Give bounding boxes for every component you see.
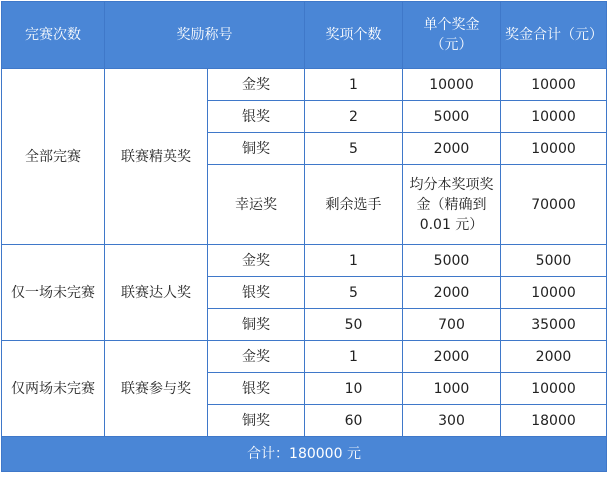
unit-prize-cell: 10000 <box>403 69 501 101</box>
unit-prize-cell: 300 <box>403 405 501 437</box>
total-prize-cell: 18000 <box>501 405 607 437</box>
award-name-cell: 联赛参与奖 <box>105 341 208 437</box>
award-name-cell: 联赛达人奖 <box>105 245 208 341</box>
count-cell: 5 <box>305 133 403 165</box>
completion-cell: 仅两场未完赛 <box>2 341 105 437</box>
unit-prize-cell: 2000 <box>403 277 501 309</box>
count-cell: 60 <box>305 405 403 437</box>
level-cell: 银奖 <box>208 277 305 309</box>
unit-prize-cell: 5000 <box>403 245 501 277</box>
prize-table <box>1 1 607 472</box>
table-row <box>2 245 607 277</box>
level-cell: 幸运奖 <box>208 165 305 245</box>
count-cell: 1 <box>305 69 403 101</box>
level-cell: 铜奖 <box>208 133 305 165</box>
count-cell: 1 <box>305 245 403 277</box>
completion-cell: 仅一场未完赛 <box>2 245 105 341</box>
award-name-cell: 联赛精英奖 <box>105 69 208 245</box>
completion-cell: 全部完赛 <box>2 69 105 245</box>
header-award-name: 奖励称号 <box>105 2 305 69</box>
count-cell: 1 <box>305 341 403 373</box>
footer-row <box>2 437 607 472</box>
level-cell: 铜奖 <box>208 309 305 341</box>
header-total-prize: 奖金合计（元） <box>501 2 607 69</box>
header-count: 奖项个数 <box>305 2 403 69</box>
level-cell: 金奖 <box>208 341 305 373</box>
total-prize-cell: 10000 <box>501 277 607 309</box>
level-cell: 金奖 <box>208 245 305 277</box>
total-prize-cell: 70000 <box>501 165 607 245</box>
level-cell: 金奖 <box>208 69 305 101</box>
unit-prize-cell: 700 <box>403 309 501 341</box>
unit-prize-cell: 2000 <box>403 341 501 373</box>
header-unit-prize: 单个奖金（元） <box>403 2 501 69</box>
total-prize-cell: 10000 <box>501 373 607 405</box>
grand-total: 合计：180000 元 <box>2 437 607 472</box>
header-row <box>2 2 607 69</box>
table-row <box>2 341 607 373</box>
unit-prize-cell: 均分本奖项奖金（精确到 0.01 元） <box>403 165 501 245</box>
count-cell: 5 <box>305 277 403 309</box>
count-cell: 2 <box>305 101 403 133</box>
header-completion: 完赛次数 <box>2 2 105 69</box>
unit-prize-cell: 2000 <box>403 133 501 165</box>
total-prize-cell: 10000 <box>501 69 607 101</box>
total-prize-cell: 35000 <box>501 309 607 341</box>
count-cell: 50 <box>305 309 403 341</box>
unit-prize-cell: 1000 <box>403 373 501 405</box>
count-cell: 10 <box>305 373 403 405</box>
total-prize-cell: 10000 <box>501 101 607 133</box>
level-cell: 铜奖 <box>208 405 305 437</box>
total-prize-cell: 5000 <box>501 245 607 277</box>
count-cell: 剩余选手 <box>305 165 403 245</box>
level-cell: 银奖 <box>208 101 305 133</box>
total-prize-cell: 2000 <box>501 341 607 373</box>
level-cell: 银奖 <box>208 373 305 405</box>
unit-prize-cell: 5000 <box>403 101 501 133</box>
total-prize-cell: 10000 <box>501 133 607 165</box>
table-row <box>2 69 607 101</box>
